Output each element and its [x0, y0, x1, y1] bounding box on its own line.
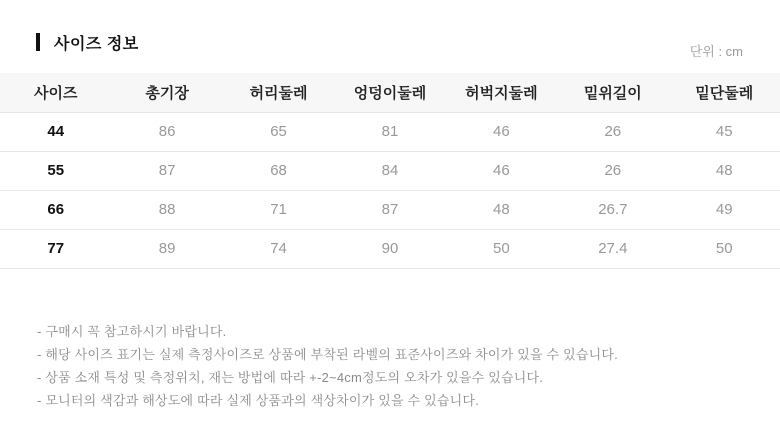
- note-line: - 구매시 꼭 참고하시기 바랍니다.: [37, 324, 227, 339]
- header-row: [0, 73, 780, 112]
- value-cell: 84: [334, 151, 445, 190]
- value-cell: 48: [669, 151, 780, 190]
- note-line: - 상품 소재 특성 및 측정위치, 재는 방법에 따라 +-2~4cm정도의 오차가 있을수 있습니다.: [37, 370, 544, 385]
- value-cell: 26: [557, 151, 668, 190]
- size-cell: 66: [0, 190, 111, 229]
- size-table-body: [0, 112, 780, 268]
- header-cell-rise: 밑위길이: [557, 73, 668, 112]
- size-notes: [37, 320, 760, 412]
- value-cell: 46: [446, 112, 557, 151]
- header-cell-thigh: 허벅지둘레: [446, 73, 557, 112]
- value-cell: 46: [446, 151, 557, 190]
- header-cell-hem: 밑단둘레: [669, 73, 780, 112]
- section-title-row: [36, 31, 744, 59]
- table-row: [0, 112, 780, 151]
- value-cell: 50: [446, 229, 557, 268]
- value-cell: 26: [557, 112, 668, 151]
- value-cell: 88: [111, 190, 222, 229]
- value-cell: 65: [223, 112, 334, 151]
- unit-label: 단위 : cm: [689, 44, 743, 59]
- header-cell-total-length: 총기장: [111, 73, 222, 112]
- size-table-header: [0, 73, 780, 112]
- size-cell: 44: [0, 112, 111, 151]
- note-line: - 해당 사이즈 표기는 실제 측정사이즈로 상품에 부착된 라벨의 표준사이즈와 차이가 있을 수 있습니다.: [37, 347, 618, 362]
- section-title: 사이즈 정보: [54, 35, 139, 53]
- table-row: [0, 151, 780, 190]
- title-accent-bar: [36, 33, 40, 51]
- value-cell: 81: [334, 112, 445, 151]
- value-cell: 89: [111, 229, 222, 268]
- header-cell-waist: 허리둘레: [223, 73, 334, 112]
- table-row: [0, 229, 780, 268]
- value-cell: 49: [669, 190, 780, 229]
- value-cell: 68: [223, 151, 334, 190]
- value-cell: 86: [111, 112, 222, 151]
- size-table: [0, 73, 780, 269]
- table-row: [0, 190, 780, 229]
- value-cell: 71: [223, 190, 334, 229]
- value-cell: 87: [334, 190, 445, 229]
- value-cell: 74: [223, 229, 334, 268]
- size-cell: 77: [0, 229, 111, 268]
- value-cell: 90: [334, 229, 445, 268]
- header-cell-size: 사이즈: [0, 73, 111, 112]
- value-cell: 87: [111, 151, 222, 190]
- value-cell: 50: [669, 229, 780, 268]
- value-cell: 26.7: [557, 190, 668, 229]
- note-line: - 모니터의 색감과 해상도에 따라 실제 상품과의 색상차이가 있을 수 있습니다.: [37, 393, 479, 408]
- value-cell: 48: [446, 190, 557, 229]
- value-cell: 45: [669, 112, 780, 151]
- value-cell: 27.4: [557, 229, 668, 268]
- header-cell-hip: 엉덩이둘레: [334, 73, 445, 112]
- size-cell: 55: [0, 151, 111, 190]
